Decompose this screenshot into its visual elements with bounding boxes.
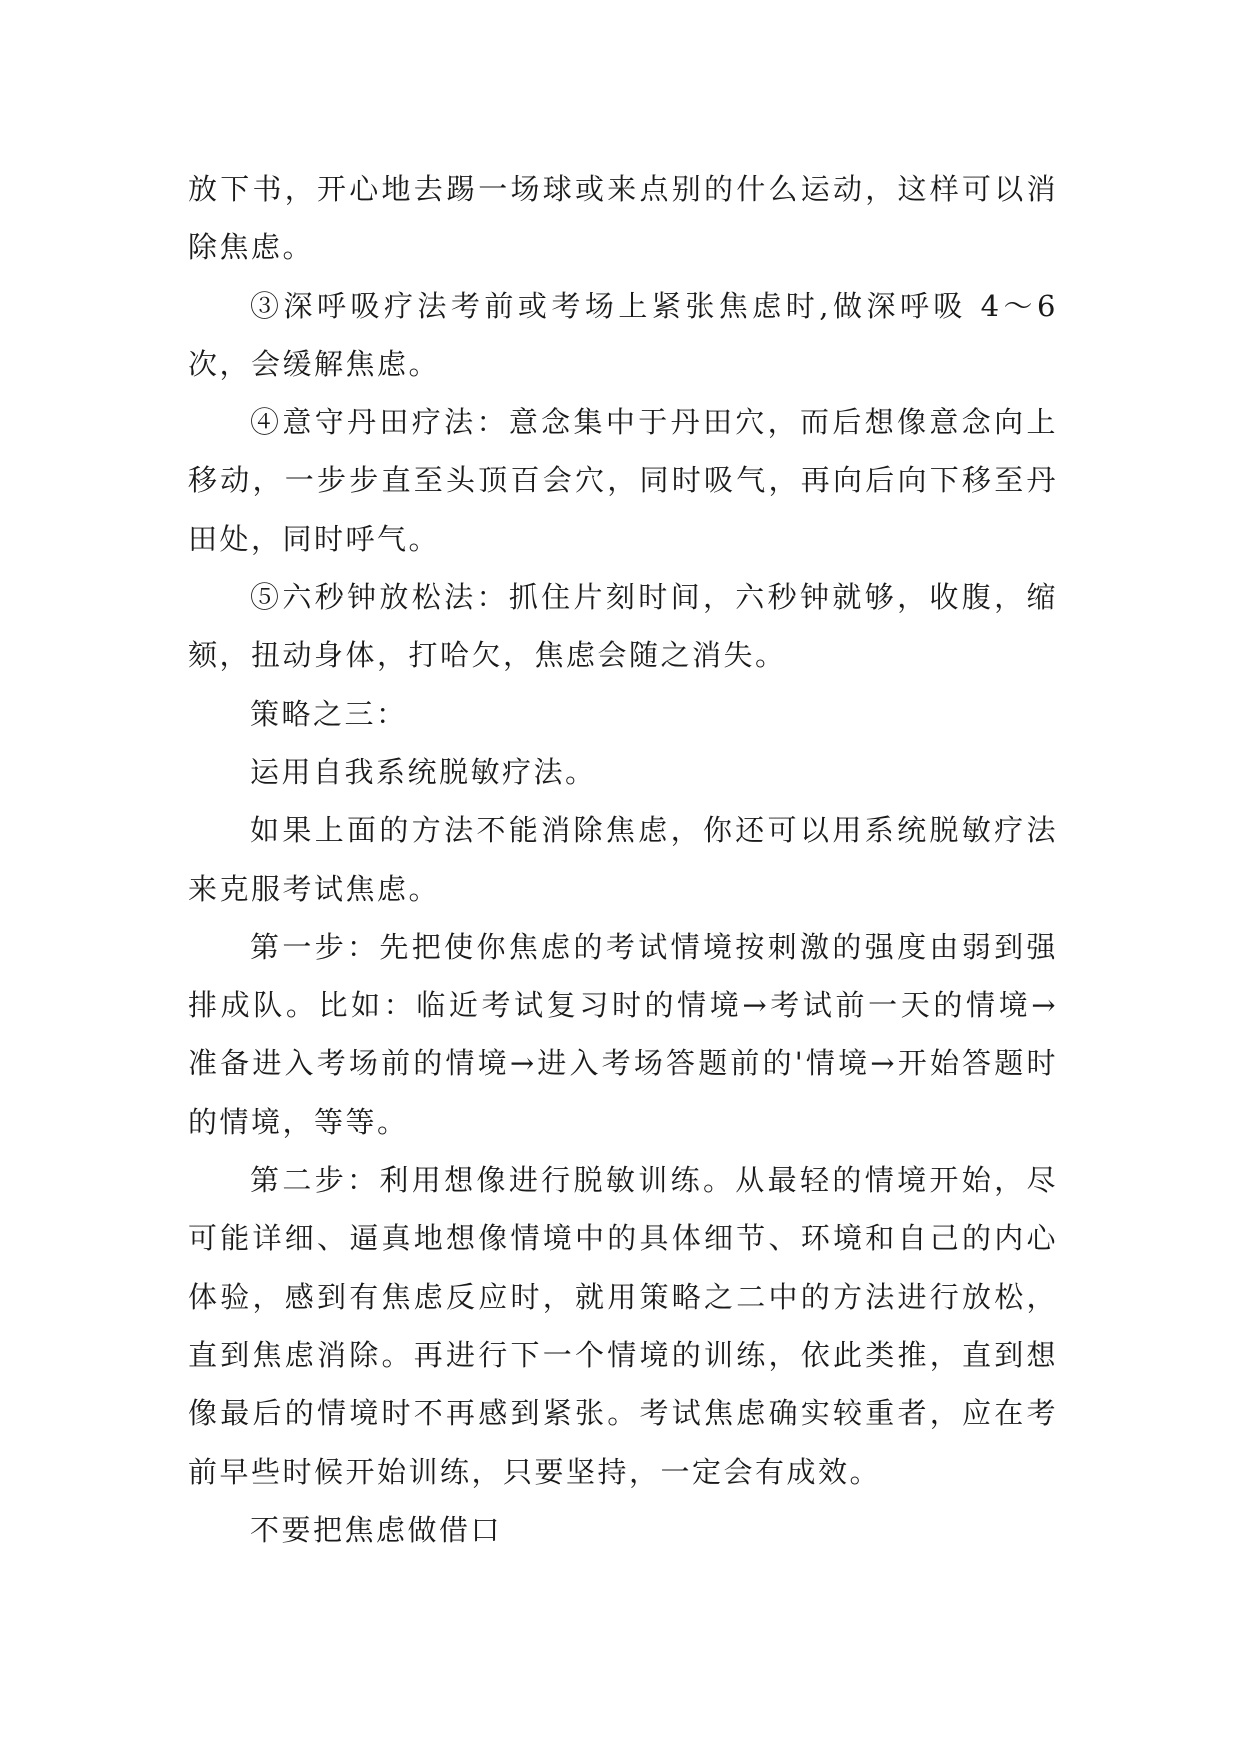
paragraph-6: 运用自我系统脱敏疗法。 xyxy=(250,754,597,789)
paragraph-4: ⑤六秒钟放松法：抓住片刻时间，六秒钟就够，收腹，缩颏，扭动身体，打哈欠，焦虑会随之消失。 xyxy=(188,580,1058,673)
document-page xyxy=(188,160,1058,1559)
paragraph-8: 第一步：先把使你焦虑的考试情境按刺激的强度由弱到强排成队。比如：临近考试复习时的情境→考试前一天的情境→准备进入考场前的情境→进入考场答题前的'情境→开始答题时的情境，等等。 xyxy=(188,929,1058,1139)
paragraph-1: 放下书，开心地去踢一场球或来点别的什么运动，这样可以消除焦虑。 xyxy=(188,172,1058,265)
section-heading: 策略之三： xyxy=(250,696,408,731)
paragraph-3: ④意守丹田疗法：意念集中于丹田穴，而后想像意念向上移动，一步步直至头顶百会穴，同时吸气，再向后向下移至丹田处，同时呼气。 xyxy=(188,405,1058,556)
paragraph-7: 如果上面的方法不能消除焦虑，你还可以用系统脱敏疗法来克服考试焦虑。 xyxy=(188,813,1058,906)
paragraph-9: 第二步：利用想像进行脱敏训练。从最轻的情境开始，尽可能详细、逼真地想像情境中的具体细节、环境和自己的内心体验，感到有焦虑反应时，就用策略之二中的方法进行放松，直到焦虑消除。再进行下一个情境的训练，依此类推，直到想像最后的情境时不再感到紧张。考试焦虑确实较重者，应在考前早些时候开始训练，只要坚持，一定会有成效。 xyxy=(188,1163,1058,1489)
paragraph-2: ③深呼吸疗法考前或考场上紧张焦虑时,做深呼吸 4～6 次，会缓解焦虑。 xyxy=(188,288,1058,381)
subheading: 不要把焦虑做借口 xyxy=(250,1512,503,1547)
